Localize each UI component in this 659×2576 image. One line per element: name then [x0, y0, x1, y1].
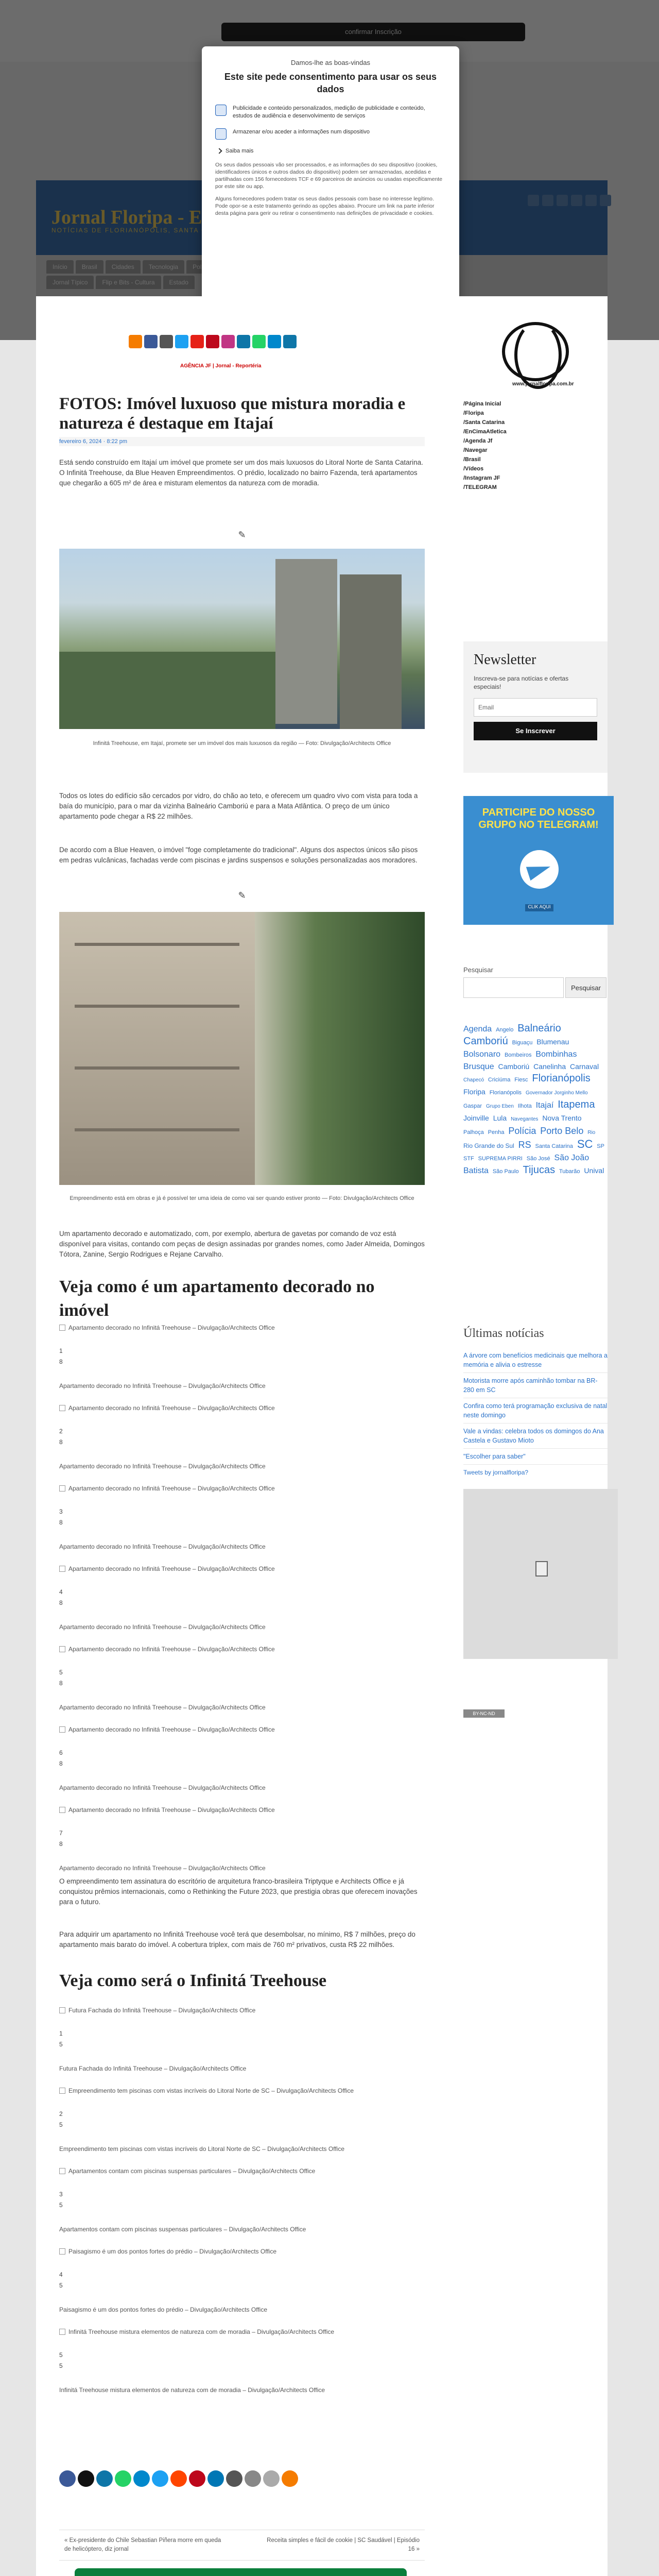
gallery-caption: Apartamento decorado no Infinitá Treehouse – Divulgação/Architects Office: [59, 1463, 266, 1470]
twitter-share-icon[interactable]: [152, 2470, 168, 2487]
latest-news: [463, 1327, 608, 1476]
latest-news-item[interactable]: Motorista morre após caminhão tombar na BR-280 em SC: [463, 1373, 608, 1398]
tag-link[interactable]: Porto Belo: [540, 1126, 584, 1136]
chevron-right-icon: [216, 148, 222, 154]
article-paragraph: Todos os lotes do edifício são cercados por vidro, do chão ao teto, e oferecem um quadro vivo com vista para toda a baía do município, para o mar da vizinha Balneário Camboriú e para a Mata Atlântica. O preço de um único apartamento pode chegar a R$ 22 milhões.: [59, 792, 418, 820]
search-input[interactable]: [463, 977, 564, 998]
copy-link-icon[interactable]: [263, 2470, 280, 2487]
tag-link[interactable]: Bombinhas: [535, 1050, 577, 1059]
tag-link[interactable]: Itajaí: [535, 1101, 554, 1110]
gallery-total: 8: [59, 1599, 63, 1606]
sidebar-link[interactable]: /TELEGRAM: [463, 484, 497, 490]
gallery-index: 2: [59, 2110, 63, 2117]
article-photo-facade: [59, 912, 425, 1185]
tag-link[interactable]: Itapema: [558, 1099, 595, 1110]
personalization-icon: [215, 105, 227, 116]
whatsapp-banner[interactable]: [75, 2568, 407, 2576]
site-logo[interactable]: [502, 322, 569, 381]
tag-link[interactable]: Bolsonaro: [463, 1050, 501, 1059]
sidebar-link[interactable]: /Instagram JF: [463, 475, 500, 481]
gallery-caption: Infinitá Treehouse mistura elementos de natureza com de moradia – Divulgação/Architects Office: [59, 2386, 325, 2394]
linkedin-share-icon[interactable]: [96, 2470, 113, 2487]
learn-more-toggle[interactable]: [217, 148, 446, 154]
gallery-index: 1: [59, 2030, 63, 2037]
telegram-share-icon[interactable]: [133, 2470, 150, 2487]
gallery-caption: Apartamento decorado no Infinitá Treehouse – Divulgação/Architects Office: [59, 1704, 266, 1711]
gallery-image[interactable]: [59, 1726, 425, 1733]
gallery-caption: Apartamento decorado no Infinitá Treehouse – Divulgação/Architects Office: [59, 1865, 266, 1872]
tumblr-share-icon[interactable]: [207, 2470, 224, 2487]
sidebar-ad-placeholder: [463, 1489, 618, 1659]
broken-image-icon: [59, 1325, 65, 1331]
consent-body-text: Alguns fornecedores podem tratar os seus dados pessoais com base no interesse legítimo. Pode opor-se a este tratamento gerindo as opções abaixo. Procure um link na parte inferior desta página para gerir ou retirar o consentimento nas definições de privacidade e cookies.: [215, 196, 435, 216]
broken-image-icon: [59, 2168, 65, 2174]
gallery-index: 4: [59, 1588, 63, 1596]
gallery-image[interactable]: [59, 2328, 425, 2335]
consent-title: Este site pede consentimento para usar os seus dados: [224, 72, 437, 94]
tag-link[interactable]: Biguaçu: [512, 1040, 533, 1046]
article-paragraph: O empreendimento tem assinatura do escritório de arquitetura franco-brasileira Triptyque e Architects Office e já conquistou prêmios internacionais, como o Rethinking the Future 2023, que prestigia obras que oferecem inovações para o futuro.: [59, 1877, 418, 1906]
tag-link[interactable]: Palhoça: [463, 1129, 484, 1136]
latest-news-title: Últimas notícias: [463, 1327, 544, 1340]
consent-dialog: [202, 46, 459, 327]
gallery-image[interactable]: [59, 1565, 425, 1572]
gallery-index: 6: [59, 1749, 63, 1756]
pinterest-icon[interactable]: [206, 335, 219, 348]
gallery-image[interactable]: [59, 1404, 425, 1412]
gallery-total: 8: [59, 1760, 63, 1767]
next-post-link[interactable]: Receita simples e fácil de cookie | SC Saudável | Episódio 16 »: [267, 2537, 420, 2552]
reddit-share-icon[interactable]: [170, 2470, 187, 2487]
gallery-caption: Apartamento decorado no Infinitá Treehouse – Divulgação/Architects Office: [59, 1543, 266, 1550]
document-icon: [535, 1561, 548, 1577]
twitter-icon[interactable]: [175, 335, 188, 348]
tag-link[interactable]: Governador Jorginho Mello: [525, 1090, 588, 1096]
latest-news-item[interactable]: A árvore com benefícios medicinais que melhora a memória e alivia o estresse: [463, 1348, 608, 1373]
creative-commons-badge[interactable]: BY-NC-ND: [463, 1709, 505, 1718]
tag-cloud: [463, 1023, 608, 1177]
consent-subtitle: Damos-lhe as boas-vindas: [291, 59, 370, 66]
facebook-share-icon[interactable]: [59, 2470, 76, 2487]
whatsapp-icon[interactable]: [252, 335, 266, 348]
sidebar-link[interactable]: /Vídeos: [463, 466, 484, 472]
image-alt-text: Paisagismo é um dos pontos fortes do prédio – Divulgação/Architects Office: [68, 2248, 276, 2255]
tag-link[interactable]: Navegantes: [511, 1116, 539, 1122]
consent-purpose: [215, 128, 446, 140]
article-title: FOTOS: Imóvel luxuoso que mistura moradia e natureza é destaque em Itajaí: [59, 395, 406, 433]
previous-post-link[interactable]: « Ex-presidente do Chile Sebastian Piñera morre em queda de helicóptero, diz jornal: [64, 2537, 221, 2552]
tag-link[interactable]: Camboriú: [498, 1062, 530, 1071]
consent-purpose-text: Armazenar e/ou aceder a informações num dispositivo: [233, 129, 370, 135]
article-paragraph: Para adquirir um apartamento no Infinitá Treehouse você terá que desembolsar, no mínimo, R$ 7 milhões, preço do apartamento mais barato do imóvel. A cobertura triplex, com mais de 760 m² privativos, custa R$ 22 milhões.: [59, 1930, 415, 1948]
gallery-caption: Apartamentos contam com piscinas suspensas particulares – Divulgação/Architects Office: [59, 2226, 306, 2233]
tag-link[interactable]: São Paulo: [492, 1168, 519, 1175]
broken-image-icon: [59, 2329, 65, 2335]
tag-link[interactable]: SC: [577, 1138, 593, 1150]
latest-news-item[interactable]: Confira como terá programação exclusiva de natal neste domingo: [463, 1398, 608, 1423]
youtube-icon[interactable]: [190, 335, 204, 348]
image-alt-text: Apartamento decorado no Infinitá Treehouse – Divulgação/Architects Office: [68, 1485, 275, 1492]
broken-image-icon: [59, 2088, 65, 2094]
broken-image-icon: [59, 2007, 65, 2013]
tag-link[interactable]: SP: [597, 1143, 604, 1149]
rss-icon[interactable]: [129, 335, 142, 348]
post-navigation: [59, 2530, 425, 2561]
consent-body-text: Os seus dados pessoais vão ser processados, e as informações do seu dispositivo (cookies, identificadores únicos e outros dados do dispositivo) podem ser armazenadas, acedidas e partilhadas com 156 fornecedores TCF e 69 parceiros de anúncios ou usadas especificamente por este site ou app.: [215, 162, 443, 190]
gallery-total: 8: [59, 1438, 63, 1446]
email-share-icon[interactable]: [226, 2470, 242, 2487]
tweets-link[interactable]: Tweets by jornalfloripa?: [463, 1469, 529, 1476]
gallery-image[interactable]: [59, 2007, 425, 2014]
newsletter-title: Newsletter: [474, 652, 536, 668]
image-alt-text: Apartamentos contam com piscinas suspensas particulares – Divulgação/Architects Office: [68, 2167, 316, 2175]
gallery-caption: Apartamento decorado no Infinitá Treehouse – Divulgação/Architects Office: [59, 1623, 266, 1631]
print-share-icon[interactable]: [245, 2470, 261, 2487]
telegram-icon: [520, 850, 559, 889]
gallery-treehouse: [59, 2007, 425, 2394]
tag-link[interactable]: Brusque: [463, 1062, 494, 1071]
gallery-index: 1: [59, 1347, 63, 1354]
image-alt-text: Apartamento decorado no Infinitá Treehouse – Divulgação/Architects Office: [68, 1565, 275, 1572]
article-paragraph: De acordo com a Blue Heaven, o imóvel "foge completamente do tradicional". Alguns dos aspectos únicos são pisos em pedras vulcânicas, fachadas verde com piscinas e jardins suspensos e soluções personalizadas aos moradores.: [59, 846, 418, 864]
tag-link[interactable]: Gaspar: [463, 1103, 482, 1109]
gallery-index: 7: [59, 1829, 63, 1837]
newsletter-subscribe-button[interactable]: Se Inscrever: [474, 722, 597, 740]
gallery-total: 8: [59, 1680, 63, 1687]
image-alt-text: Futura Fachada do Infinitá Treehouse – Divulgação/Architects Office: [68, 2007, 256, 2014]
gallery-caption: Empreendimento tem piscinas com vistas incríveis do Litoral Norte de SC – Divulgação/Architects Office: [59, 2145, 345, 2153]
gallery-index: 5: [59, 2351, 63, 2359]
whatsapp-share-icon[interactable]: [115, 2470, 131, 2487]
facebook-icon[interactable]: [144, 335, 158, 348]
gallery-index: 3: [59, 2191, 63, 2198]
tag-link[interactable]: Rio: [587, 1130, 596, 1136]
pinterest-share-icon[interactable]: [189, 2470, 205, 2487]
tag-link[interactable]: Grupo Eben: [485, 1104, 514, 1109]
tag-link[interactable]: SUPREMA PIRRI: [478, 1156, 523, 1162]
sidebar-link[interactable]: /Página Inicial: [463, 401, 501, 407]
tag-link[interactable]: Florianópolis: [489, 1090, 522, 1096]
gallery-index: 2: [59, 1428, 63, 1435]
gallery-total: 5: [59, 2201, 63, 2209]
tag-link[interactable]: Santa Catarina: [535, 1143, 573, 1149]
gallery-caption: Futura Fachada do Infinitá Treehouse – Divulgação/Architects Office: [59, 2065, 247, 2072]
tag-link[interactable]: Nova Trento: [542, 1114, 582, 1122]
sidebar-link[interactable]: /Agenda Jf: [463, 438, 493, 444]
gallery-image[interactable]: [59, 1485, 425, 1492]
telegram-cta[interactable]: CLIK AQUI: [525, 904, 553, 911]
image-alt-text: Infinitá Treehouse mistura elementos de natureza com de moradia – Divulgação/Architects Office: [68, 2328, 335, 2335]
image-alt-text: Apartamento decorado no Infinitá Treehouse – Divulgação/Architects Office: [68, 1726, 275, 1733]
image-alt-text: Apartamento decorado no Infinitá Treehouse – Divulgação/Architects Office: [68, 1806, 275, 1814]
gallery-total: 8: [59, 1519, 63, 1526]
newsletter-widget: [463, 641, 608, 773]
tag-link[interactable]: Canelinha: [533, 1062, 566, 1071]
tag-link[interactable]: Fiesc: [514, 1077, 528, 1083]
broken-image-icon: [59, 1566, 65, 1572]
x-share-icon[interactable]: [78, 2470, 94, 2487]
gallery-image[interactable]: [59, 2248, 425, 2255]
gallery-decorated: [59, 1324, 425, 1872]
broken-image-icon: [59, 2248, 65, 2255]
image-alt-text: Apartamento decorado no Infinitá Treehouse – Divulgação/Architects Office: [68, 1646, 275, 1653]
tag-link[interactable]: STF: [463, 1156, 474, 1162]
gallery-caption: Apartamento decorado no Infinitá Treehouse – Divulgação/Architects Office: [59, 1784, 266, 1791]
sidebar-link[interactable]: /Santa Catarina: [463, 419, 505, 426]
tag-link[interactable]: Chapecó: [463, 1077, 484, 1083]
telegram-group-banner[interactable]: [463, 796, 614, 925]
latest-news-item[interactable]: "Escolher para saber": [463, 1449, 608, 1465]
telegram-icon[interactable]: [268, 335, 281, 348]
tag-link[interactable]: RS: [518, 1140, 531, 1150]
device-storage-icon: [215, 128, 227, 140]
share-buttons: [59, 2470, 298, 2487]
gallery-total: 8: [59, 1840, 63, 1848]
translate-icon[interactable]: ✎: [238, 530, 246, 540]
telegram-banner-title: PARTICIPE DO NOSSO GRUPO NO TELEGRAM!: [478, 807, 599, 831]
photo-caption: Empreendimento está em obras e já é possível ter uma ideia de como vai ser quando estiver pronto — Foto: Divulgação/Architects Office: [70, 1195, 414, 1201]
gallery-image[interactable]: [59, 2167, 425, 2175]
search-label: Pesquisar: [463, 966, 493, 974]
image-alt-text: Apartamento decorado no Infinitá Treehouse – Divulgação/Architects Office: [68, 1324, 275, 1331]
article-photo-building: [59, 549, 425, 729]
sidebar-links: [463, 399, 613, 492]
tag-link[interactable]: Balneário Camboriú: [463, 1023, 561, 1047]
gallery-image[interactable]: [59, 1806, 425, 1814]
image-alt-text: Empreendimento tem piscinas com vistas incríveis do Litoral Norte de SC – Divulgação/Architects Office: [68, 2087, 354, 2094]
tag-link[interactable]: Ilhota: [517, 1103, 532, 1109]
top-social-strip: [129, 335, 297, 348]
sidebar-link[interactable]: /EnCimaAtletica: [463, 429, 507, 435]
broken-image-icon: [59, 1485, 65, 1492]
article-paragraph: Está sendo construído em Itajaí um imóvel que promete ser um dos mais luxuosos do Litoral Norte de Santa Catarina. O Infinitá Treehouse, da Blue Heaven Empreendimentos. O prédio, localizado no bairro Fazenda, terá apartamentos que chegarão a 605 m² de área e misturam elementos da natureza com de moradia.: [59, 459, 423, 487]
gallery-index: 5: [59, 1669, 63, 1676]
gallery-index: 4: [59, 2271, 63, 2278]
gallery-caption: Apartamento decorado no Infinitá Treehouse – Divulgação/Architects Office: [59, 1382, 266, 1389]
section-heading: Veja como é um apartamento decorado no imóvel: [59, 1277, 375, 1320]
gallery-total: 5: [59, 2041, 63, 2048]
latest-news-item[interactable]: Vale a vindas: celebra todos os domingos do Ana Castela e Gustavo Mioto: [463, 1423, 608, 1449]
tag-link[interactable]: Bombeiros: [504, 1052, 532, 1058]
tag-link[interactable]: São João Batista: [463, 1154, 589, 1175]
sidebar-link[interactable]: /Brasil: [463, 456, 481, 463]
tag-link[interactable]: São José: [526, 1156, 550, 1162]
tag-link[interactable]: Tijucas: [523, 1164, 556, 1176]
search-button[interactable]: Pesquisar: [565, 977, 606, 998]
tag-link[interactable]: Joinville: [463, 1114, 489, 1122]
translate-icon[interactable]: ✎: [238, 890, 246, 901]
gallery-image[interactable]: [59, 1324, 425, 1331]
gallery-total: 8: [59, 1358, 63, 1365]
gallery-image[interactable]: [59, 2087, 425, 2094]
tag-link[interactable]: Unival: [584, 1166, 604, 1175]
newsletter-email-input[interactable]: Email: [474, 698, 597, 717]
article-date[interactable]: fevereiro 6, 2024 · 8:22 pm: [59, 437, 425, 446]
gallery-image[interactable]: [59, 1646, 425, 1653]
broken-image-icon: [59, 1646, 65, 1652]
broken-image-icon: [59, 1405, 65, 1411]
tag-link[interactable]: Criciúma: [488, 1077, 511, 1083]
strip-caption: AGÊNCIA JF | Jornal - Reportéria: [180, 363, 262, 369]
tag-link[interactable]: Floripa: [463, 1088, 485, 1096]
instagram-icon[interactable]: [221, 335, 235, 348]
broken-image-icon: [59, 1807, 65, 1813]
more-share-icon[interactable]: [282, 2470, 298, 2487]
tag-link[interactable]: Polícia: [508, 1126, 536, 1136]
tag-link[interactable]: Rio Grande do Sul: [463, 1142, 514, 1149]
tag-link[interactable]: Penha: [488, 1129, 505, 1136]
share-icon[interactable]: [283, 335, 297, 348]
gallery-total: 5: [59, 2121, 63, 2128]
learn-more-label: Saiba mais: [226, 148, 254, 154]
logo-url: www.jornalfloripa.com.br: [512, 381, 574, 387]
tag-link[interactable]: Florianópolis: [532, 1073, 591, 1084]
gallery-caption: Paisagismo é um dos pontos fortes do prédio – Divulgação/Architects Office: [59, 2306, 267, 2313]
tag-link[interactable]: Tubarão: [559, 1168, 580, 1175]
tag-link[interactable]: Carnaval: [570, 1062, 599, 1071]
gallery-total: 5: [59, 2282, 63, 2289]
section-heading: Veja como será o Infinitá Treehouse: [59, 1971, 327, 1990]
sidebar-link[interactable]: /Navegar: [463, 447, 488, 453]
tag-link[interactable]: Agenda: [463, 1025, 492, 1033]
email-icon[interactable]: [160, 335, 173, 348]
photo-caption: Infinitá Treehouse, em Itajaí, promete ser um imóvel dos mais luxuosos da região — Foto: Divulgação/Architects Office: [93, 740, 391, 747]
linkedin-icon[interactable]: [237, 335, 250, 348]
gallery-total: 5: [59, 2362, 63, 2369]
broken-image-icon: [59, 1726, 65, 1733]
image-alt-text: Apartamento decorado no Infinitá Treehouse – Divulgação/Architects Office: [68, 1404, 275, 1412]
consent-purpose-text: Publicidade e conteúdo personalizados, medição de publicidade e conteúdo, estudos de audiência e desenvolvimento de serviços: [233, 105, 425, 119]
consent-purpose: [215, 105, 446, 120]
sidebar-link[interactable]: /Floripa: [463, 410, 484, 416]
tag-link[interactable]: Angelo: [496, 1027, 514, 1033]
gallery-index: 3: [59, 1508, 63, 1515]
article-paragraph: Um apartamento decorado e automatizado, com, por exemplo, abertura de gavetas por comando de voz está disponível para visitas, contando com peças de design assinadas por grandes nomes, como Jader Almeida, Domingos Tótora, Zanine, Sergio Rodrigues e Rejane Carvalho.: [59, 1230, 425, 1258]
tag-link[interactable]: Lula: [493, 1114, 507, 1122]
tag-link[interactable]: Blumenau: [536, 1038, 569, 1046]
newsletter-subtitle: Inscreva-se para notícias e ofertas especiais!: [474, 675, 569, 690]
